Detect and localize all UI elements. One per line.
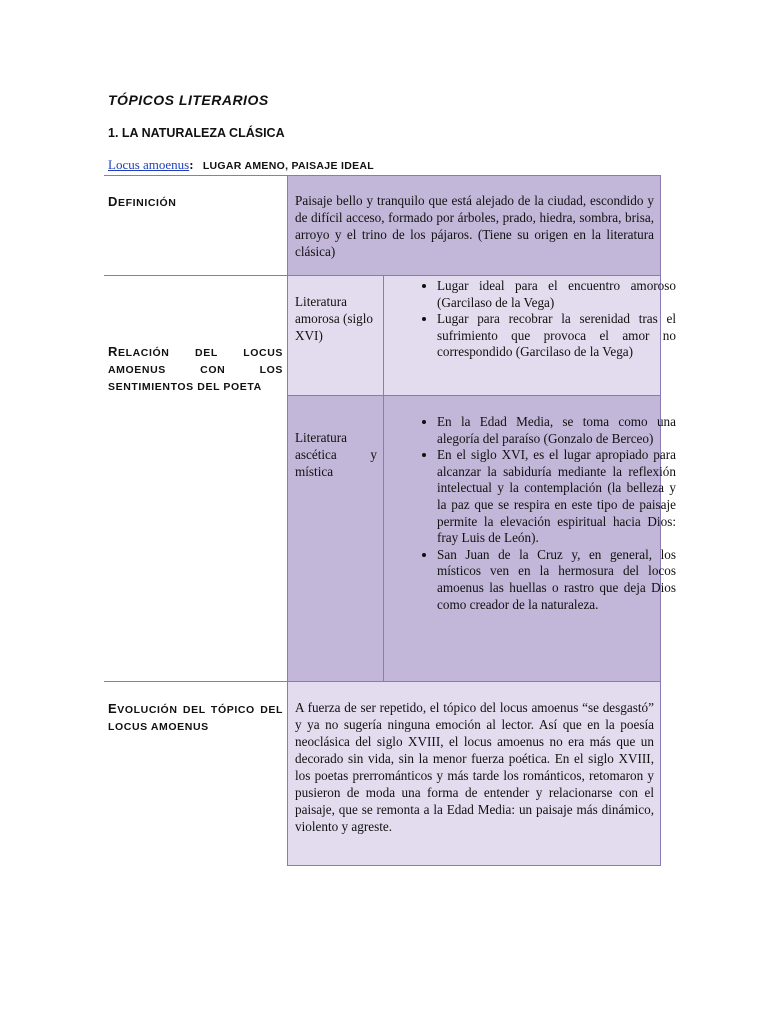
list-item: • En el siglo XVI, es el lugar apropiado para alcanzar la sabiduría mediante la reflexión intelectual y la contemplación (la belleza y la paz que se respira en este tipo de paisaje permite la elevación espiritual hacia Dios: fray Luis de León). xyxy=(437,447,676,547)
definition-label xyxy=(108,193,283,212)
relation-label-initial: R xyxy=(108,344,118,359)
table-border-bottom xyxy=(288,865,661,866)
topic-subtitle: LUGAR AMENO, PAISAJE IDEAL xyxy=(202,160,374,172)
table-border-top xyxy=(104,175,661,176)
relation-label xyxy=(108,343,283,396)
list-item: • Lugar ideal para el encuentro amoroso (Garcilaso de la Vega) xyxy=(437,278,676,311)
amorosa-bullet-list xyxy=(415,278,676,361)
table-border-middle xyxy=(287,175,288,866)
evolution-text: A fuerza de ser repetido, el tópico del locus amoenus “se desgastó” y ya no sugería ninguna emoción al lector. Así que en la poesía neoclásica del siglo XVIII, el locus amoenus no era más que un decorado sin vida, sin la menor fuerza poética. En el siglo XVIII, los poetas prerrománticos y más tarde los románticos, retomaron y pusieron de moda una forma de entender y relacionarse con el paisaje, que se remonta a la Edad Media: un paisaje más dinámico, violento y agreste. xyxy=(295,700,654,834)
topic-colon: : xyxy=(189,157,194,172)
topic-link[interactable]: Locus amoenus xyxy=(108,157,190,172)
evolution-label-initial: E xyxy=(108,701,118,716)
table-border-subrow xyxy=(288,395,661,396)
list-item: • Lugar para recobrar la serenidad tras el sufrimiento que provoca el amor no correspondido (Garcilaso de la Vega) xyxy=(437,311,676,361)
mistica-category-text: Literatura ascética y mística xyxy=(295,430,377,479)
section-heading: 1. LA NATURALEZA CLÁSICA xyxy=(108,126,285,140)
mistica-bullet-list xyxy=(415,414,676,613)
list-item: • En la Edad Media, se toma como una alegoría del paraíso (Gonzalo de Berceo) xyxy=(437,414,676,447)
topic-line xyxy=(108,157,374,173)
definition-label-rest: EFINICIÓN xyxy=(118,197,177,209)
document-title: TÓPICOS LITERARIOS xyxy=(108,92,269,108)
definition-text: Paisaje bello y tranquilo que está alejado de la ciudad, escondido y de difícil acceso, formado por árboles, prado, hiedra, sombra, brisa, arroyo y el trino de los pájaros. (Tiene su origen en la literatura clásica) xyxy=(295,193,654,259)
evolution-label xyxy=(108,700,283,736)
evolution-label-rest: VOLUCIÓN DEL TÓPICO DEL LOCUS AMOENUS xyxy=(108,704,283,733)
amorosa-category: Literatura amorosa (siglo XVI) xyxy=(295,294,374,343)
definition-label-initial: D xyxy=(108,194,118,209)
relation-label-rest: ELACIÓN DEL LOCUS AMOENUS CON LOS SENTIMIENTOS DEL POETA xyxy=(108,347,283,393)
list-item: • San Juan de la Cruz y, en general, los místicos ven en la hermosura del locos amoenus las huellas o rastro que deja Dios como creador de la naturaleza. xyxy=(437,547,676,613)
table-border-inner xyxy=(383,275,384,682)
mistica-category xyxy=(295,429,377,480)
